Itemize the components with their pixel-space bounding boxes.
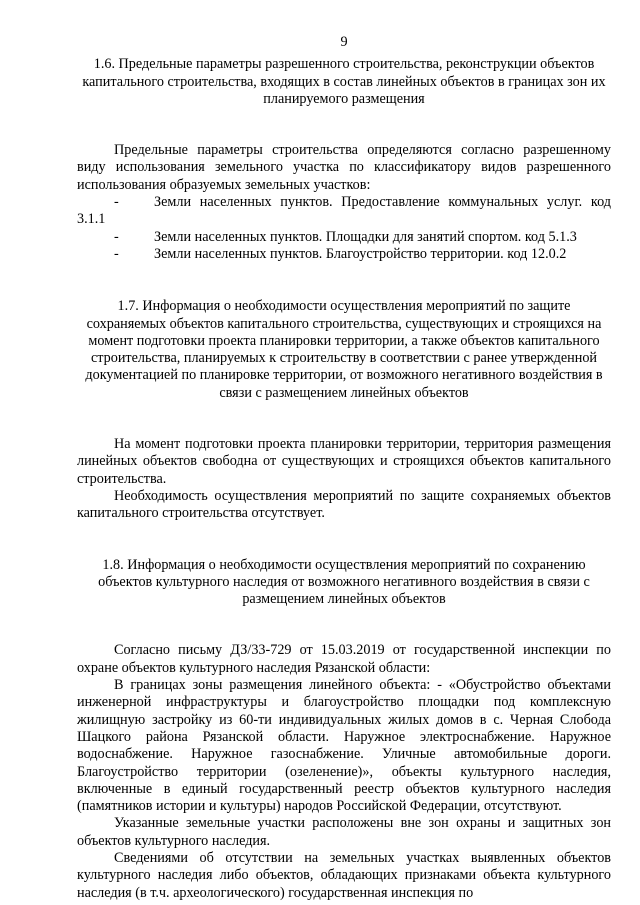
paragraph: На момент подготовки проекта планировки территории, территория размещения линейных объектов свободна от существующих и строящихся объектов капитального строительства. bbox=[77, 436, 611, 487]
spacer bbox=[77, 402, 611, 436]
list-item-text: Земли населенных пунктов. Площадки для занятий спортом. код 5.1.3 bbox=[154, 228, 577, 245]
list-marker: - bbox=[114, 245, 119, 262]
paragraph: Необходимость осуществления мероприятий по защите сохраняемых объектов капитального строительства отсутствует. bbox=[77, 487, 611, 522]
section-1-6-heading: 1.6. Предельные параметры разрешенного строительства, реконструкции объектов капитального строительства, входящих в состав линейных объектов в границах зон их планируемого размещения bbox=[82, 56, 606, 107]
list-item bbox=[77, 246, 611, 263]
spacer bbox=[77, 608, 611, 642]
list-marker: - bbox=[114, 194, 119, 211]
list-item bbox=[77, 229, 611, 246]
list-item-text: Земли населенных пунктов. Благоустройство территории. код 12.0.2 bbox=[154, 245, 567, 262]
paragraph: Указанные земельные участки расположены вне зон охраны и защитных зон объектов культурного наследия. bbox=[77, 815, 611, 849]
section-1-7-heading: 1.7. Информация о необходимости осуществления мероприятий по защите сохраняемых объектов капитального строительства, существующих и строящихся на момент подготовки проекта планировки территории, а также объектов капитального строительства, планируемых к строительству в соответствии с ранее утвержденной документацией по планировке территории, от возможного негативного воздействия в связи с размещением линейных объектов bbox=[85, 298, 603, 401]
page-number: 9 bbox=[340, 34, 348, 50]
spacer bbox=[77, 263, 611, 298]
paragraph: Сведениями об отсутствии на земельных участках выявленных объектов культурного наследия либо объектов, обладающих признаками объекта культурного наследия (в т.ч. археологического) государственная инспекция по bbox=[77, 849, 611, 901]
spacer bbox=[77, 523, 611, 557]
section-1-6-intro: Предельные параметры строительства определяются согласно разрешенному виду использования земельного участка по классификатору видов разрешенного использования образуемых земельных участков: bbox=[77, 142, 611, 193]
paragraph: В границах зоны размещения линейного объекта: - «Обустройство объектами инженерной инфраструктуры и благоустройство площадки под комплексную жилищную застройку из 60-ти индивидуальных жилых домов в с. Черная Слобода Шацкого района Рязанской области. Наружное электроснабжение. Наружное водоснабжение. Наружное газоснабжение. Уличные автомобильные дороги. Благоустройство территории (озеленение)», объекты культурного наследия, включенные в единый государственный реестр объектов культурного наследия (памятников истории и культуры) народов Российской Федерации, отсутствуют. bbox=[77, 677, 611, 815]
list-marker: - bbox=[114, 228, 119, 245]
list-item bbox=[77, 194, 611, 229]
list-item-text: Земли населенных пунктов. Предоставление коммунальных услуг. код 3.1.1 bbox=[77, 194, 611, 228]
document-page bbox=[77, 34, 611, 902]
paragraph: Согласно письму ДЗ/33-729 от 15.03.2019 от государственной инспекции по охране объектов культурного наследия Рязанской области: bbox=[77, 642, 611, 676]
spacer bbox=[77, 108, 611, 142]
section-1-8-heading: 1.8. Информация о необходимости осуществления мероприятий по сохранению объектов культурного наследия от возможного негативного воздействия в связи с размещением линейных объектов bbox=[98, 556, 590, 608]
